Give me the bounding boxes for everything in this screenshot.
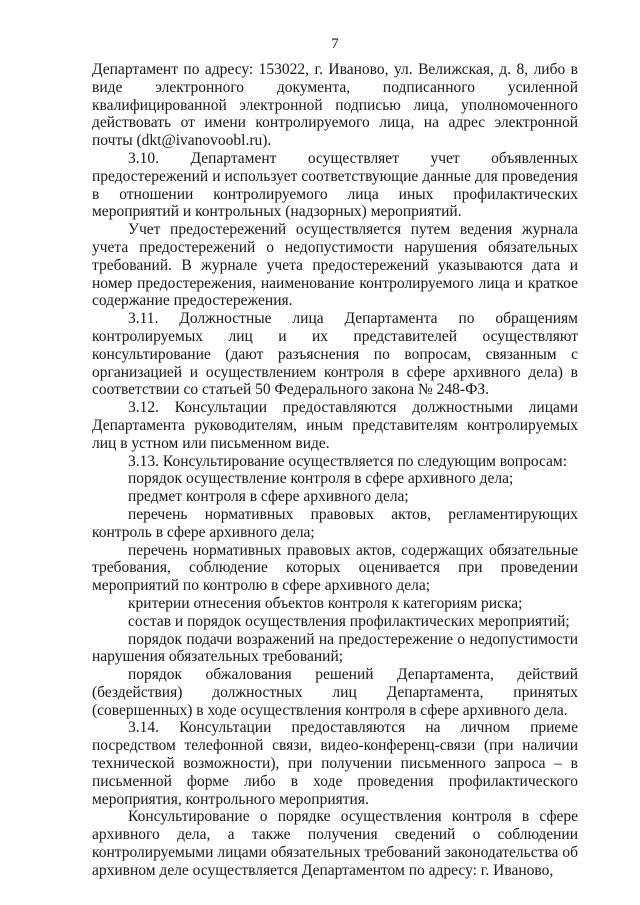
paragraph: Учет предостережений осуществляется путем ведения журнала учета предостережений о недопустимости нарушения обязательных требований. В журнале учета предостережений указываются дата и номер предостережения, наименование контролируемого лица и краткое содержание предостережения. xyxy=(92,221,578,310)
paragraph: критерии отнесения объектов контроля к категориям риска; xyxy=(128,594,523,612)
page-number: 7 xyxy=(331,36,339,52)
paragraph: 3.12. Консультации предоставляются должностными лицами Департамента руководителям, иным представителям контролируемых лиц в устном или письменном виде. xyxy=(92,399,578,452)
paragraph: порядок осуществление контроля в сфере архивного дела; xyxy=(128,470,514,488)
paragraph: порядок обжалования решений Департамента, действий (бездействия) должностных лиц Департамента, принятых (совершенных) в ходе осуществления контроля в сфере архивного дела. xyxy=(92,666,578,719)
paragraph: перечень нормативных правовых актов, регламентирующих контроль в сфере архивного дела; xyxy=(92,505,578,541)
paragraph: 3.13. Консультирование осуществляется по следующим вопросам: xyxy=(128,452,568,470)
paragraph: порядок подачи возражений на предостережение о недопустимости нарушения обязательных требований; xyxy=(92,630,578,666)
paragraph: перечень нормативных правовых актов, содержащих обязательные требования, соблюдение которых оценивается при проведении мероприятий по контролю в сфере архивного дела; xyxy=(92,541,578,595)
paragraph: предмет контроля в сфере архивного дела; xyxy=(128,488,409,506)
paragraph: 3.11. Должностные лица Департамента по обращениям контролируемых лиц и их представителей осуществляют консультирование (дают разъяснения по вопросам, связанным с организацией и осуществлением контроля в сфере архивного дела) в соответствии со статьей 50 Федерального закона № 248-ФЗ. xyxy=(92,310,578,399)
page-content xyxy=(92,61,578,880)
paragraph: 3.10. Департамент осуществляет учет объявленных предостережений и использует соответствующие данные для проведения в отношении контролируемого лица иных профилактических мероприятий и контрольных (надзорных) мероприятий. xyxy=(92,149,578,221)
paragraph: состав и порядок осуществления профилактических мероприятий; xyxy=(128,612,570,630)
paragraph: Департамент по адресу: 153022, г. Иваново, ул. Велижская, д. 8, либо в виде электронного документа, подписанного усиленной квалифицированной электронной подписью лица, уполномоченного действовать от имени контролируемого лица, на адрес электронной почты (dkt@ivanovoobl.ru). xyxy=(92,61,578,150)
paragraph: Консультирование о порядке осуществления контроля в сфере архивного дела, а также получения сведений о соблюдении контролируемыми лицами обязательных требований законодательства об архивном деле осуществляется Департаментом по адресу: г. Иваново, xyxy=(92,808,578,879)
paragraph: 3.14. Консультации предоставляются на личном приеме посредством телефонной связи, видео-конференц-связи (при наличии технической возможности), при получении письменного запроса – в письменной форме либо в ходе проведения профилактического мероприятия, контрольного мероприятия. xyxy=(92,719,578,808)
